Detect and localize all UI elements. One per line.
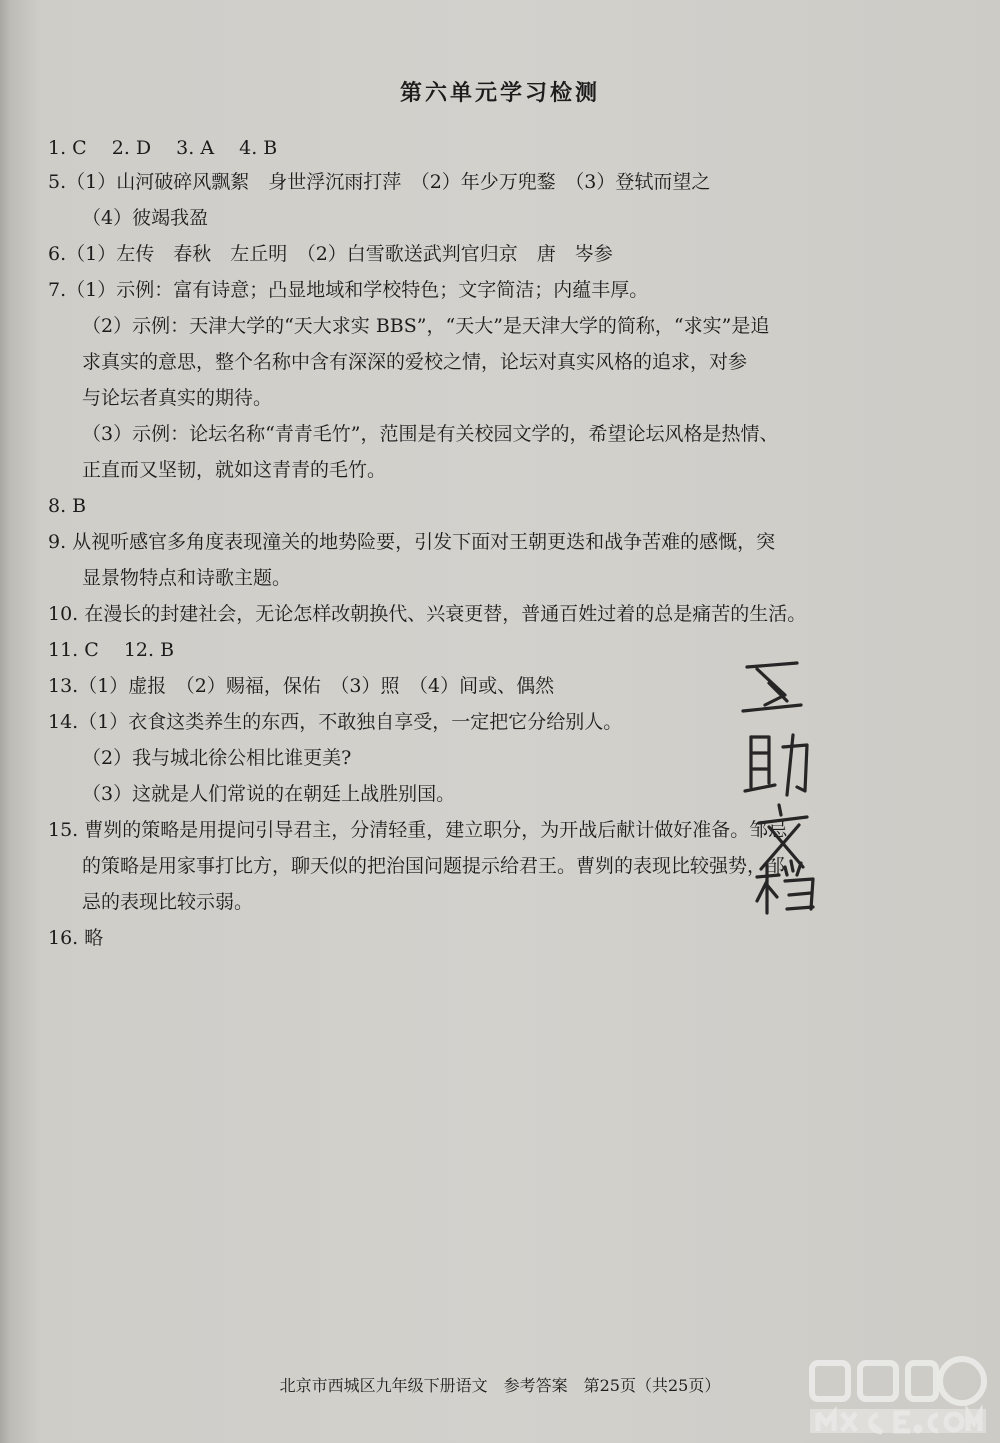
answer-line-9a: 9. 从视听感官多角度表现潼关的地势险要，引发下面对王朝更迭和战争苦难的感慨，突 xyxy=(48,531,776,553)
handwritten-note xyxy=(735,655,845,915)
answer-line-14-1: 14.（1）衣食这类养生的东西，不敢独自享受，一定把它分给别人。 xyxy=(48,711,623,733)
answer-line-15c: 忌的表现比较示弱。 xyxy=(82,891,254,913)
answer-line-14-3: （3）这就是人们常说的在朝廷上战胜别国。 xyxy=(82,783,456,805)
watermark-logo xyxy=(802,1353,992,1437)
answer-line-6: 6.（1）左传 春秋 左丘明 （2）白雪歌送武判官归京 唐 岑参 xyxy=(48,243,613,265)
answer-line-10: 10. 在漫长的封建社会，无论怎样改朝换代、兴衰更替，普通百姓过着的总是痛苦的生活。 xyxy=(48,603,807,625)
answer-line-1-4: 1. C 2. D 3. A 4. B xyxy=(48,137,278,159)
answer-line-7-1: 7.（1）示例：富有诗意；凸显地域和学校特色；文字简洁；内蕴丰厚。 xyxy=(48,279,649,301)
answer-line-7-2b: 求真实的意思，整个名称中含有深深的爱校之情，论坛对真实风格的追求，对参 xyxy=(82,351,748,373)
answer-line-7-3b: 正直而又坚韧，就如这青青的毛竹。 xyxy=(82,459,387,481)
page-title: 第六单元学习检测 xyxy=(399,81,600,106)
answer-line-8: 8. B xyxy=(48,495,87,517)
answer-line-15b: 的策略是用家事打比方，聊天似的把治国问题提示给君王。曹刿的表现比较强势，邹 xyxy=(82,855,786,877)
answer-line-9b: 显景物特点和诗歌主题。 xyxy=(82,567,292,589)
answer-line-7-3a: （3）示例：论坛名称“青青毛竹”，范围是有关校园文学的，希望论坛风格是热情、 xyxy=(82,423,779,445)
page-footer: 北京市西城区九年级下册语文 参考答案 第25页（共25页） xyxy=(279,1376,721,1395)
answer-line-5-4: （4）彼竭我盈 xyxy=(82,207,209,229)
answer-line-5: 5.（1）山河破碎风飘絮 身世浮沉雨打萍 （2）年少万兜鍪 （3）登轼而望之 xyxy=(48,171,711,193)
answer-line-11-12: 11. C 12. B xyxy=(48,639,175,661)
answer-line-7-2a: （2）示例：天津大学的“天大求实 BBS”，“天大”是天津大学的简称，“求实”是追 xyxy=(82,315,770,337)
answer-line-7-2c: 与论坛者真实的期待。 xyxy=(82,387,273,409)
answer-line-15a: 15. 曹刿的策略是用提问引导君主，分清轻重，建立职分，为开战后献计做好准备。邹忌 xyxy=(48,819,788,841)
answer-line-14-2: （2）我与城北徐公相比谁更美? xyxy=(82,747,352,769)
answer-line-13: 13.（1）虚报 （2）赐福，保佑 （3）照 （4）间或、偶然 xyxy=(48,675,555,697)
answer-line-16: 16. 略 xyxy=(48,927,104,949)
